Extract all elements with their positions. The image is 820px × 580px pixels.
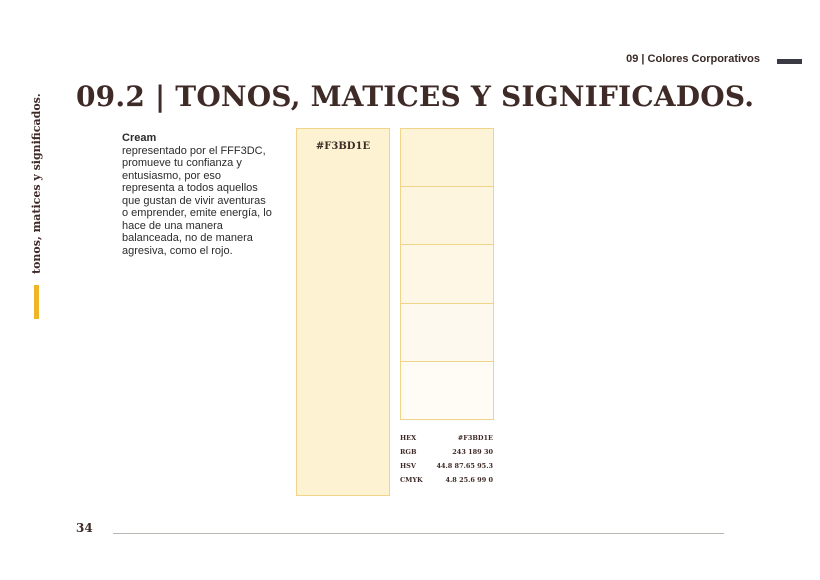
section-label: 09 | Colores Corporativos xyxy=(626,53,760,65)
tint-swatch xyxy=(401,129,493,186)
page-title: 09.2 | TONOS, MATICES Y SIGNIFICADOS. xyxy=(76,80,755,113)
color-description xyxy=(122,132,272,257)
spec-label: HEX xyxy=(400,434,417,442)
spec-value: #F3BD1E xyxy=(457,434,493,442)
spec-row-cmyk xyxy=(400,475,493,489)
spec-label: HSV xyxy=(400,462,416,470)
tint-swatch xyxy=(401,303,493,361)
main-color-swatch xyxy=(296,128,390,496)
page-number: 34 xyxy=(76,521,93,535)
vertical-sidebar xyxy=(26,93,46,276)
color-description-text: representado por el FFF3DC, promueve tu confianza y entusiasmo, por eso representa a todos aquellos que gustan de vivir aventuras o emprender, emite energía, lo hace de una manera balanceada, no de manera agresiva, como el rojo. xyxy=(122,144,272,257)
color-specs xyxy=(400,433,493,489)
sidebar-accent-bar xyxy=(34,285,39,319)
spec-value: 44.8 87.65 95.3 xyxy=(436,462,493,470)
tint-swatch xyxy=(401,361,493,419)
spec-row-hex xyxy=(400,433,493,447)
footer-divider xyxy=(113,533,724,534)
spec-value: 243 189 30 xyxy=(452,448,493,456)
color-name: Cream xyxy=(122,132,157,144)
spec-label: CMYK xyxy=(400,476,423,484)
tint-swatches xyxy=(400,128,494,420)
spec-row-hsv xyxy=(400,461,493,475)
spec-value: 4.8 25.6 99 0 xyxy=(445,476,493,484)
vertical-sidebar-text: tonos, matices y significados. xyxy=(30,93,43,274)
tint-swatch xyxy=(401,186,493,244)
spec-label: RGB xyxy=(400,448,417,456)
spec-row-rgb xyxy=(400,447,493,461)
section-bar xyxy=(777,59,802,64)
tint-swatch xyxy=(401,244,493,302)
swatch-hex-label: #F3BD1E xyxy=(315,141,371,152)
